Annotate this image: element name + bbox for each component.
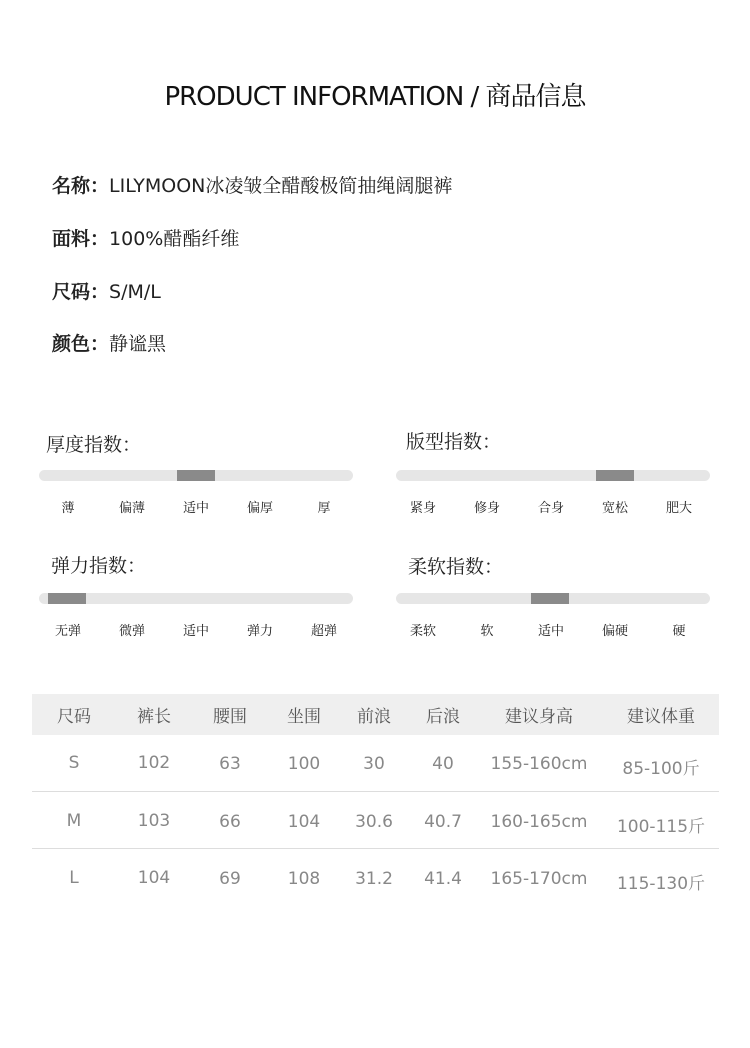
- elasticity-level: 适中: [182, 624, 209, 639]
- softness-index-track: [396, 593, 710, 604]
- info-name-value: LILYMOON冰凌皱全醋酸极简抽绳阔腿裤: [109, 175, 453, 197]
- fit-index-marker: [596, 470, 634, 481]
- table-row-divider: [32, 791, 719, 792]
- softness-level: 柔软: [409, 624, 436, 639]
- elasticity-level: 弹力: [246, 624, 273, 639]
- table-cell: 104: [137, 868, 171, 888]
- info-fabric-label: 面料：: [52, 228, 110, 250]
- table-cell: 85-100斤: [622, 759, 700, 779]
- table-cell: 155-160cm: [490, 754, 588, 774]
- table-cell: 40: [432, 754, 454, 774]
- table-cell: 160-165cm: [490, 812, 588, 832]
- info-fabric: [52, 224, 239, 251]
- table-cell: L: [69, 868, 79, 888]
- info-name: [52, 171, 452, 198]
- info-size-label: 尺码：: [52, 281, 110, 303]
- table-header-cell: 建议身高: [505, 707, 573, 727]
- table-header-cell: 腰围: [213, 707, 247, 727]
- table-cell: 115-130斤: [616, 874, 706, 894]
- fit-level: 合身: [537, 501, 564, 516]
- thickness-level: 偏厚: [246, 501, 273, 516]
- thickness-index-title: 厚度指数：: [46, 434, 142, 456]
- elasticity-level: 超弹: [310, 624, 337, 639]
- elasticity-index-track: [39, 593, 353, 604]
- softness-level: 软: [480, 624, 494, 639]
- fit-index-track: [396, 470, 710, 481]
- table-cell: 103: [137, 811, 171, 831]
- table-cell: 30.6: [355, 812, 393, 832]
- fit-level: 肥大: [665, 501, 692, 516]
- table-cell: S: [68, 753, 80, 773]
- softness-level: 偏硬: [601, 624, 628, 639]
- info-size: [52, 277, 161, 304]
- table-cell: 104: [287, 812, 321, 832]
- table-header-cell: 前浪: [357, 707, 391, 727]
- table-cell: 31.2: [355, 869, 393, 889]
- info-name-label: 名称：: [52, 175, 110, 197]
- table-cell: 100: [287, 754, 321, 774]
- table-cell: 102: [137, 753, 171, 773]
- info-color-value: 静谧黑: [109, 333, 167, 355]
- elasticity-level: 微弹: [118, 624, 145, 639]
- softness-level: 硬: [672, 624, 686, 639]
- elasticity-index-marker: [48, 593, 86, 604]
- softness-level: 适中: [537, 624, 564, 639]
- table-header-cell: 后浪: [426, 707, 460, 727]
- info-fabric-value: 100%醋酯纤维: [109, 228, 240, 250]
- info-color: [52, 329, 166, 356]
- fit-level: 宽松: [601, 501, 628, 516]
- table-cell: 108: [287, 869, 321, 889]
- table-cell: 63: [219, 754, 241, 774]
- page-title: PRODUCT INFORMATION / 商品信息: [164, 82, 586, 112]
- thickness-level: 厚: [317, 501, 331, 516]
- table-cell: 30: [363, 754, 385, 774]
- thickness-level: 偏薄: [118, 501, 145, 516]
- softness-index-title: 柔软指数：: [408, 556, 504, 578]
- table-header-cell: 裤长: [137, 707, 171, 727]
- table-cell: 40.7: [424, 812, 462, 832]
- thickness-level: 适中: [182, 501, 209, 516]
- thickness-index-track: [39, 470, 353, 481]
- table-cell: 165-170cm: [490, 869, 588, 889]
- softness-index-marker: [531, 593, 569, 604]
- table-header-cell: 坐围: [287, 707, 321, 727]
- info-color-label: 颜色：: [52, 333, 110, 355]
- fit-level: 修身: [473, 501, 500, 516]
- thickness-level: 薄: [61, 501, 75, 516]
- table-cell: M: [66, 811, 82, 831]
- elasticity-level: 无弹: [54, 624, 81, 639]
- table-header-cell: 建议体重: [627, 707, 695, 727]
- table-cell: 66: [219, 812, 241, 832]
- table-header-cell: 尺码: [57, 707, 91, 727]
- table-cell: 100-115斤: [616, 817, 706, 837]
- info-size-value: S/M/L: [109, 281, 161, 303]
- table-cell: 69: [219, 869, 241, 889]
- fit-index-title: 版型指数：: [406, 431, 502, 453]
- table-row-divider: [32, 848, 719, 849]
- fit-level: 紧身: [409, 501, 436, 516]
- table-cell: 41.4: [424, 869, 462, 889]
- thickness-index-marker: [177, 470, 215, 481]
- elasticity-index-title: 弹力指数：: [51, 555, 147, 577]
